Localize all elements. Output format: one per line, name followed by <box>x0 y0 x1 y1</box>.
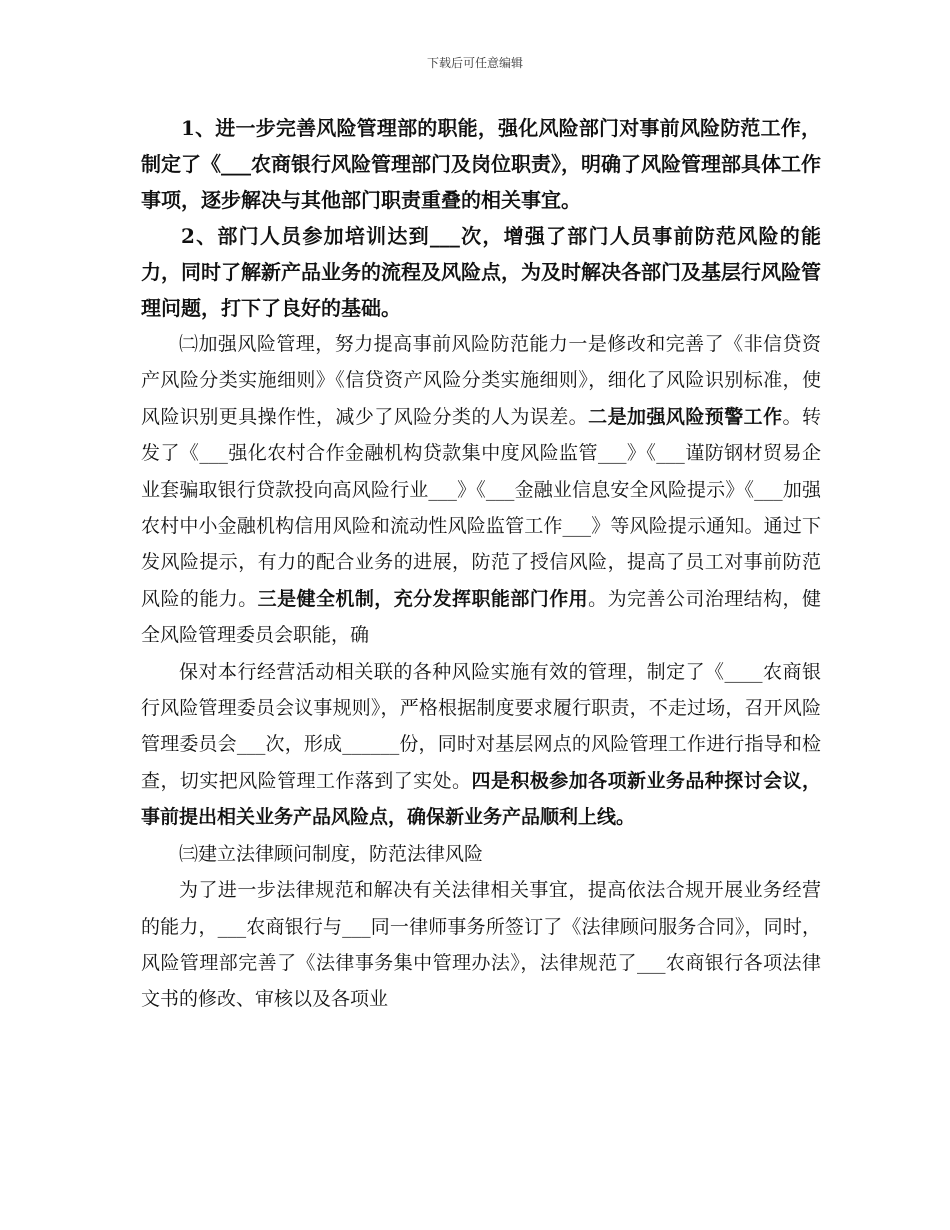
paragraph-4-bold-b: 四是积极参加各项新业务品种探讨会议，事前提出相关业务产品风险点，确保新业务产品顺利上线。 <box>141 769 821 829</box>
paragraph-6: 为了进一步法律规范和解决有关法律相关事宜，提高依法合规开展业务经营的能力，___农商银行与___同一律师事务所签订了《法律顾问服务合同》，同时，风险管理部完善了《法律事务集中管理办法》，法律规范了___农商银行各项法律文书的修改、审核以及各项业 <box>141 879 821 1011</box>
paragraph-1: 1、进一步完善风险管理部的职能，强化风险部门对事前风险防范工作，制定了《___农商银行风险管理部门及岗位职责》，明确了风险管理部具体工作事项，逐步解决与其他部门职责重叠的相关事宜。 <box>141 116 821 212</box>
paragraph-3 <box>141 326 821 654</box>
paragraph-3-bold-b: 二是加强风险预警工作 <box>588 405 783 428</box>
paragraph-3-text-e: 。为完善公司治理结构，健全风险管理委员会职能，确 <box>141 587 821 647</box>
document-body <box>141 110 821 1018</box>
paragraph-4-text-a: 保对本行经营活动相关联的各种风险实施有效的管理，制定了《____农商银行风险管理委员会议事规则》，严格根据制度要求履行职责，不走过场，召开风险管理委员会___次，形成______份，同时对基层网点的风险管理工作进行指导和检查，切实把风险管理工作落到了实处。 <box>141 660 821 792</box>
paragraph-3-text-c: 。转发了《___强化农村合作金融机构贷款集中度风险监管___》《___谨防钢材贸易企业套骗取银行贷款投向高风险行业___》《___金融业信息安全风险提示》《___加强农村中小金融机构信用风险和流动性风险监管工作___》等风险提示通知。通过下发风险提示，有力的配合业务的进展，防范了授信风险，提高了员工对事前防范风险的能力。 <box>141 405 821 610</box>
paragraph-3-bold-d: 三是健全机制，充分发挥职能部门作用 <box>257 587 589 610</box>
paragraph-5-heading: ㈢建立法律顾问制度，防范法律风险 <box>179 842 484 865</box>
page-header: 下载后可任意编辑 <box>426 56 523 70</box>
paragraph-3-text-a: ㈡加强风险管理，努力提高事前风险防范能力一是修改和完善了《非信贷资产风险分类实施细则》《信贷资产风险分类实施细则》，细化了风险识别标准，使风险识别更具操作性，减少了风险分类的人为误差。 <box>141 333 821 428</box>
paragraph-2: 2、部门人员参加培训达到___次，增强了部门人员事前防范风险的能力，同时了解新产品业务的流程及风险点，为及时解决各部门及基层行风险管理问题，打下了良好的基础。 <box>141 224 821 320</box>
paragraph-4 <box>141 654 821 836</box>
